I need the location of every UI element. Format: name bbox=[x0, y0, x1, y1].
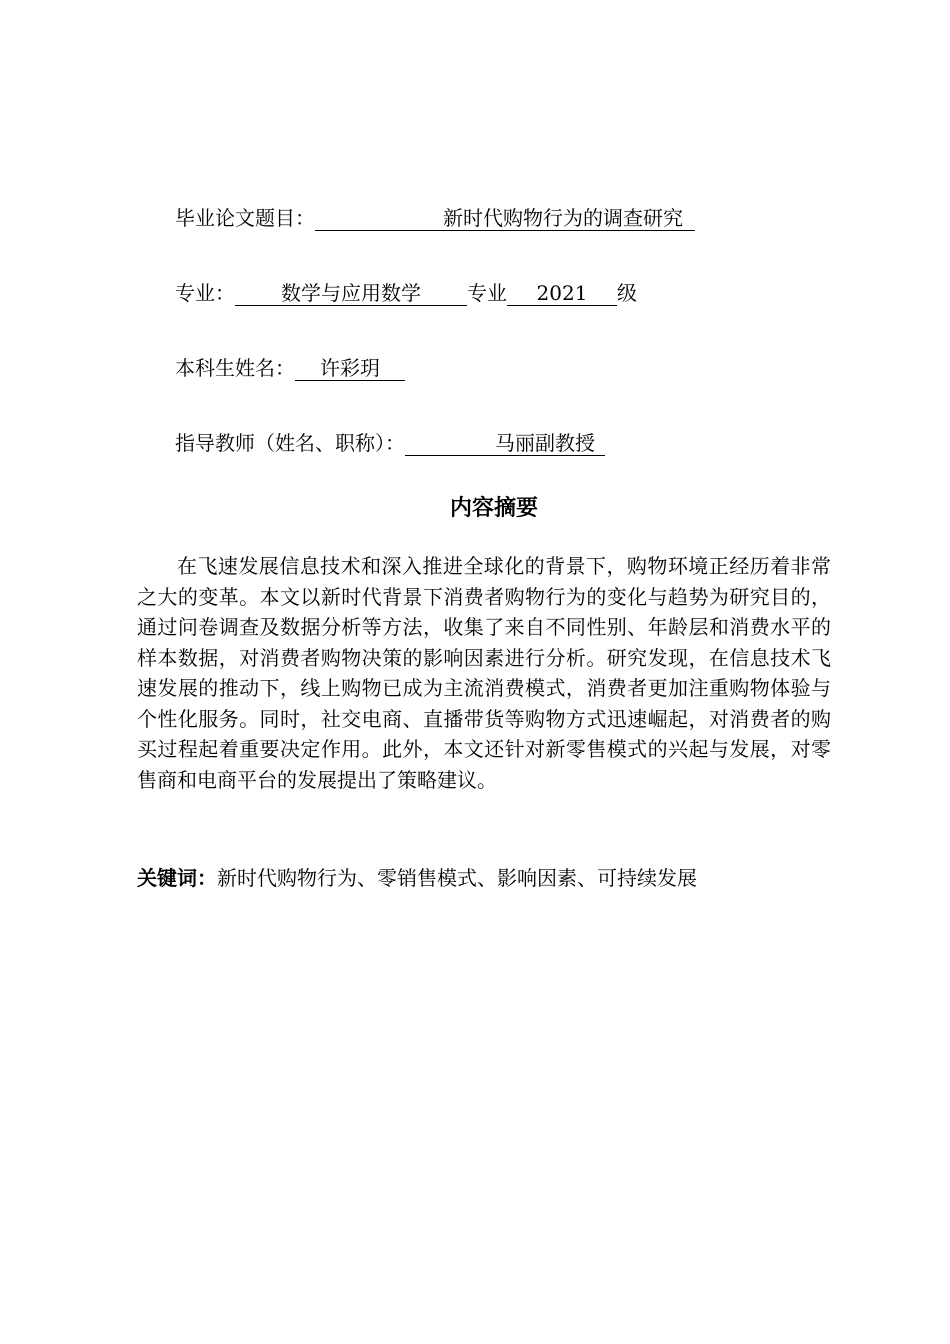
major-suffix: 专业 bbox=[467, 281, 507, 305]
advisor-label: 指导教师（姓名、职称）： bbox=[175, 431, 405, 455]
advisor-value: 马丽副教授 bbox=[405, 431, 605, 456]
major-label: 专业： bbox=[175, 281, 235, 305]
student-value: 许彩玥 bbox=[295, 356, 405, 381]
keywords-value: 新时代购物行为、零销售模式、影响因素、可持续发展 bbox=[217, 866, 697, 890]
keywords-line bbox=[137, 864, 697, 892]
thesis-title-value: 新时代购物行为的调查研究 bbox=[315, 206, 695, 231]
major-value: 数学与应用数学 bbox=[235, 281, 467, 306]
student-label: 本科生姓名： bbox=[175, 356, 295, 380]
advisor-line bbox=[175, 429, 605, 457]
abstract-heading: 内容摘要 bbox=[449, 496, 538, 521]
major-line bbox=[175, 279, 637, 307]
student-line bbox=[175, 354, 405, 382]
thesis-title-label: 毕业论文题目： bbox=[175, 206, 315, 230]
year-suffix: 级 bbox=[617, 281, 637, 305]
year-value: 2021 bbox=[507, 281, 617, 306]
thesis-title-line bbox=[175, 204, 695, 232]
abstract-body: 在飞速发展信息技术和深入推进全球化的背景下，购物环境正经历着非常之大的变革。本文以新时代背景下消费者购物行为的变化与趋势为研究目的，通过问卷调查及数据分析等方法，收集了来自不同性别、年龄层和消费水平的样本数据，对消费者购物决策的影响因素进行分析。研究发现，在信息技术飞速发展的推动下，线上购物已成为主流消费模式，消费者更加注重购物体验与个性化服务。同时，社交电商、直播带货等购物方式迅速崛起，对消费者的购买过程起着重要决定作用。此外，本文还针对新零售模式的兴起与发展，对零售商和电商平台的发展提出了策略建议。 bbox=[137, 554, 831, 792]
keywords-label: 关键词： bbox=[137, 866, 217, 890]
